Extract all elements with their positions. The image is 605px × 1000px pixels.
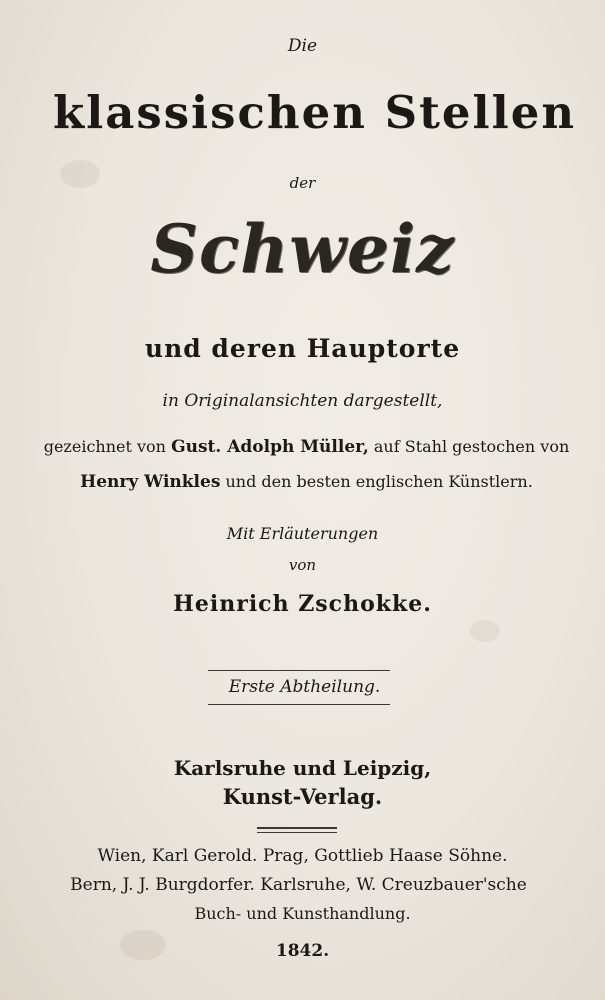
title-connector: der (289, 174, 316, 192)
ornamental-rule (257, 832, 337, 833)
illustrator-prefix: gezeichnet von (43, 437, 172, 456)
illustrator-suffix: auf Stahl gestochen von (368, 437, 570, 456)
main-title-line-1: klassischen Stellen (52, 86, 577, 139)
author-name: Heinrich Zschokke. (173, 591, 432, 617)
engraver-line (4, 472, 605, 492)
divider-rule (208, 704, 390, 705)
publication-year: 1842. (275, 941, 330, 961)
engraver-suffix: und den besten englischen Künstlern. (220, 472, 533, 491)
distributors-line-2: Bern, J. J. Burgdorfer. Karlsruhe, W. Creuzbauer'sche (70, 875, 527, 895)
distributors-line-3: Buch- und Kunsthandlung. (194, 904, 411, 923)
engraver-name: Henry Winkles (80, 472, 221, 492)
by-line: von (288, 556, 317, 574)
illustrator-line (4, 437, 605, 457)
publication-place: Karlsruhe und Leipzig, (173, 756, 432, 780)
divider-rule (208, 670, 390, 671)
paper-stain (470, 620, 500, 642)
subtitle: und deren Hauptorte (144, 334, 461, 363)
publisher-name: Kunst-Verlag. (222, 784, 383, 809)
title-article: Die (287, 36, 318, 56)
illustrator-name: Gust. Adolph Müller, (171, 437, 369, 457)
distributors-line-1: Wien, Karl Gerold. Prag, Gottlieb Haase Söhne. (97, 846, 508, 866)
commentary-line: Mit Erläuterungen (226, 524, 379, 543)
ornamental-rule (257, 827, 337, 829)
description-line: in Originalansichten dargestellt, (162, 391, 443, 411)
part-label: Erste Abtheilung. (228, 677, 381, 697)
main-title-line-2: Schweiz (150, 210, 455, 288)
